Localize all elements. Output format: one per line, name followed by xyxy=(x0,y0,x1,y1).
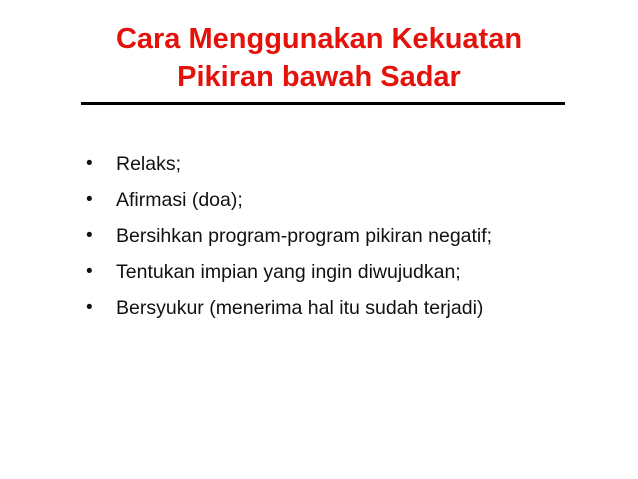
bullet-item-afirmasi xyxy=(86,184,492,220)
bullet-item-bersyukur xyxy=(86,292,492,328)
slide-title-line-2: Pikiran bawah Sadar xyxy=(177,61,461,93)
bullet-text: Afirmasi (doa); xyxy=(116,189,243,211)
bullet-item-tentukan xyxy=(86,256,492,292)
bullet-text: Bersyukur (menerima hal itu sudah terjadi) xyxy=(116,297,484,319)
bullet-item-bersihkan xyxy=(86,220,492,256)
slide-title-line-1: Cara Menggunakan Kekuatan xyxy=(115,23,523,55)
slide-title xyxy=(0,20,638,96)
bullet-dot-icon: • xyxy=(86,225,93,246)
bullet-dot-icon: • xyxy=(86,261,93,282)
title-divider xyxy=(81,102,565,105)
bullet-text: Bersihkan program-program pikiran negatif; xyxy=(116,225,493,247)
bullet-item-relaks xyxy=(86,148,492,184)
bullet-dot-icon: • xyxy=(86,297,93,318)
bullet-dot-icon: • xyxy=(86,153,93,174)
bullet-dot-icon: • xyxy=(86,189,93,210)
bullet-text: Relaks; xyxy=(116,153,182,175)
bullet-text: Tentukan impian yang ingin diwujudkan; xyxy=(116,261,461,283)
bullet-list xyxy=(86,148,492,328)
